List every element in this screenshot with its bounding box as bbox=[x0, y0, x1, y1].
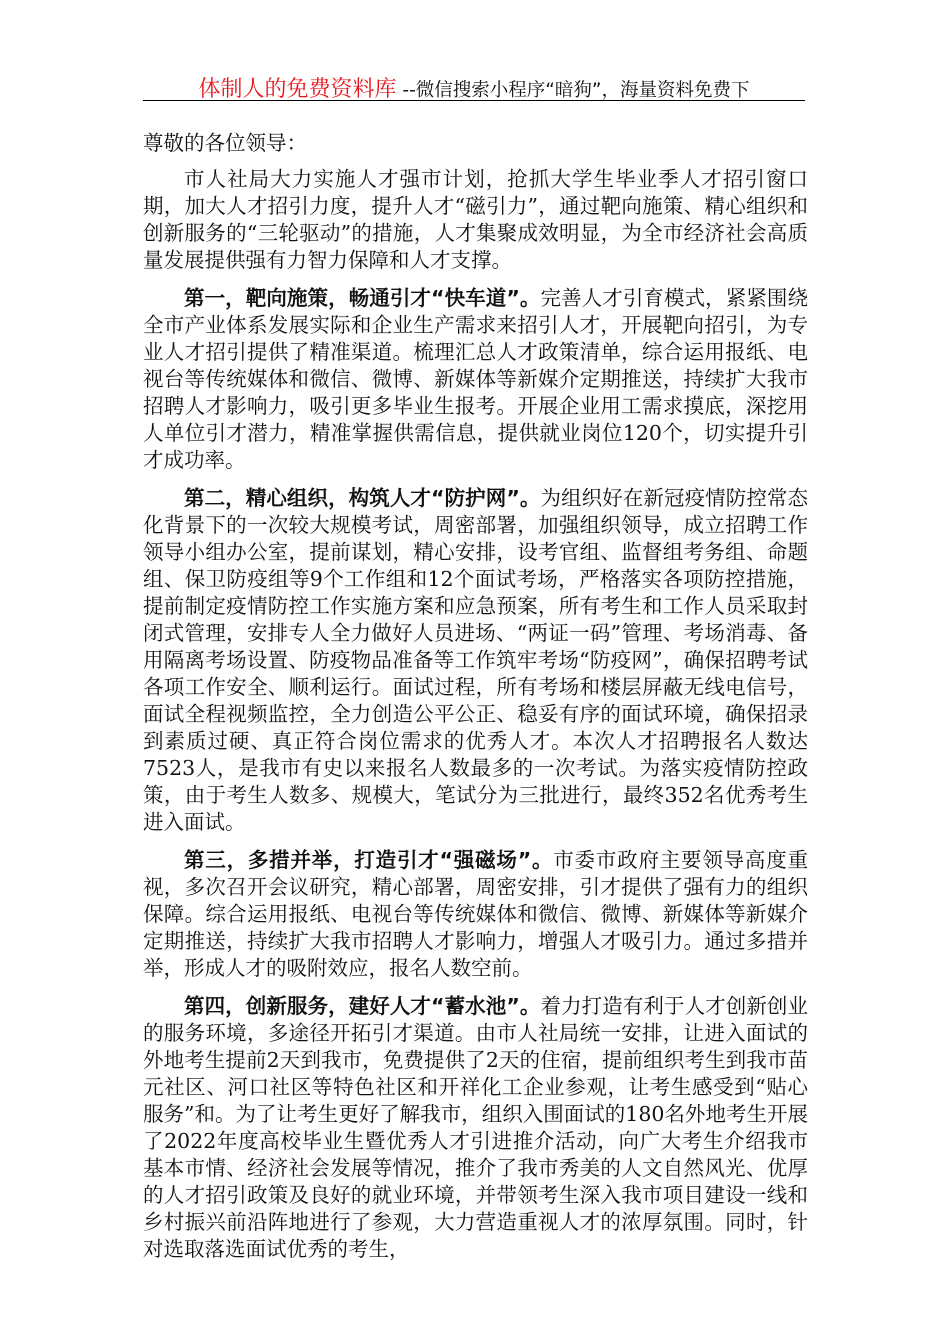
greeting: 尊敬的各位领导： bbox=[143, 131, 307, 155]
section-body-2: 为组织好在新冠疫情防控常态化背景下的一次较大规模考试，周密部署，加强组织领导，成立招聘工作领导小组办公室，提前谋划，精心安排，设考官组、监督组考务组、命题组、保卫防疫组等9个工作组和12个面试考场，严格落实各项防控措施，提前制定疫情防控工作实施方案和应急预案，所有考生和工作人员采取封闭式管理，安排专人全力做好人员进场、“两证一码”管理、考场消毒、备用隔离考场设置、防疫物品准备等工作筑牢考场“防疫网”，确保招聘考试各项工作安全、顺利运行。面试过程，所有考场和楼层屏蔽无线电信号，面试全程视频监控，全力创造公平公正、稳妥有序的面试环境，确保招录到素质过硬、真正符合岗位需求的优秀人才。本次人才招聘报名人数达7523人，是我市有史以来报名人数最多的一次考试。为落实疫情防控政策，由于考生人数多、规模大，笔试分为三批进行，最终352名优秀考生进入面试。 bbox=[143, 486, 809, 834]
section-paragraph-3 bbox=[143, 847, 808, 982]
section-lead-2: 第二，精心组织，构筑人才“防护网”。 bbox=[184, 486, 541, 510]
section-body-1: 完善人才引育模式，紧紧围绕全市产业体系发展实际和企业生产需求来招引人才，开展靶向招引，为专业人才招引提供了精准渠道。梳理汇总人才政策清单，综合运用报纸、电视台等传统媒体和微信、微博、新媒体等新媒介定期推送，持续扩大我市招聘人才影响力，吸引更多毕业生报考。开展企业用工需求摸底，深挖用人单位引才潜力，精准掌握供需信息，提供就业岗位120个，切实提升引才成功率。 bbox=[143, 286, 809, 472]
section-body-4: 着力打造有利于人才创新创业的服务环境，多途径开拓引才渠道。由市人社局统一安排，让进入面试的外地考生提前2天到我市，免费提供了2天的住宿，提前组织考生到我市苗元社区、河口社区等特色社区和开祥化工企业参观，让考生感受到“贴心服务”和。为了让考生更好了解我市，组织入围面试的180名外地考生开展了2022年度高校毕业生暨优秀人才引进推介活动，向广大考生介绍我市基本市情、经济社会发展等情况，推介了我市秀美的人文自然风光、优厚的人才招引政策及良好的就业环境，并带领考生深入我市项目建设一线和乡村振兴前沿阵地进行了参观，大力营造重视人才的浓厚氛围。同时，针对选取落选面试优秀的考生， bbox=[143, 994, 809, 1261]
document-body bbox=[143, 130, 808, 1274]
section-paragraph-4 bbox=[143, 993, 808, 1263]
section-paragraph-1 bbox=[143, 285, 808, 474]
section-lead-1: 第一，靶向施策，畅通引才“快车道”。 bbox=[184, 286, 541, 310]
page-header bbox=[143, 72, 805, 101]
header-tagline: --微信搜索小程序“暗狗”，海量资料免费下 bbox=[396, 80, 750, 101]
section-lead-4: 第四，创新服务，建好人才“蓄水池”。 bbox=[184, 994, 541, 1018]
intro-paragraph: 市人社局大力实施人才强市计划，抢抓大学生毕业季人才招引窗口期，加大人才招引力度，提升人才“磁引力”，通过靶向施策、精心组织和创新服务的“三轮驱动”的措施，人才集聚成效明显，为全市经济社会高质量发展提供强有力智力保障和人才支撑。 bbox=[143, 167, 808, 272]
brand-title: 体制人的免费资料库 bbox=[198, 77, 397, 102]
section-lead-3: 第三，多措并举，打造引才“强磁场”。 bbox=[184, 848, 554, 872]
section-body-3: 市委市政府主要领导高度重视，多次召开会议研究，精心部署，周密安排，引才提供了强有力的组织保障。综合运用报纸、电视台等传统媒体和微信、微博、新媒体等新媒介定期推送，持续扩大我市招聘人才影响力，增强人才吸引力。通过多措并举，形成人才的吸附效应，报名人数空前。 bbox=[143, 848, 809, 980]
section-paragraph-2 bbox=[143, 485, 808, 836]
